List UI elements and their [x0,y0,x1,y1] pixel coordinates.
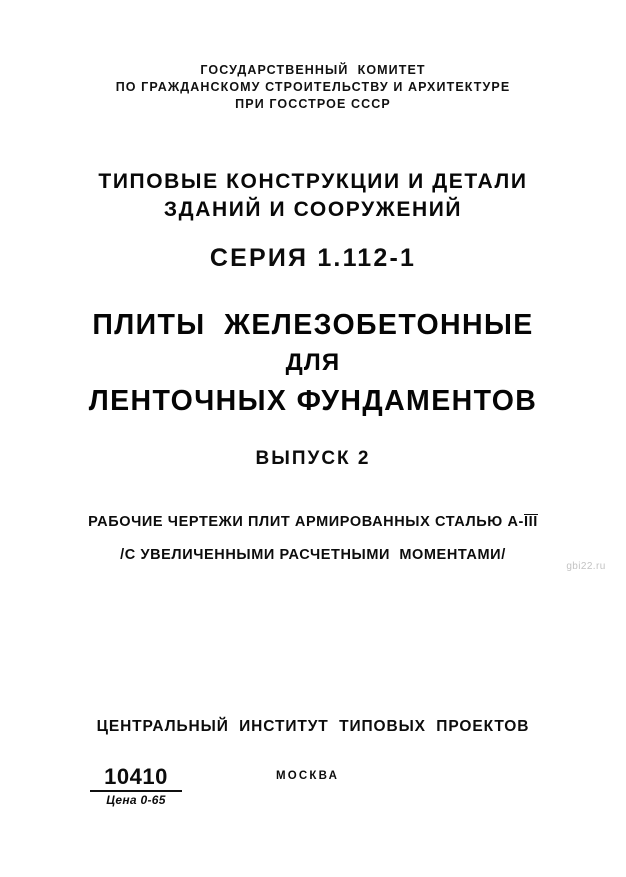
steel-grade: III [523,514,538,530]
issue-number [0,448,626,470]
main-title-line-3: ЛЕНТОЧНЫХ ФУНДАМЕНТОВ [88,385,538,417]
committee-header-line-3: ПРИ ГОССТРОЕ СССР [235,97,391,111]
price-label: Цена 0-65 [106,792,166,807]
city-label: МОСКВА [276,770,340,782]
catalog-number-rule [90,790,182,792]
subtitle-line-2: /С УВЕЛИЧЕННЫМИ РАСЧЕТНЫМИ МОМЕНТАМИ/ [120,547,506,563]
issue-number-text: ВЫПУСК 2 [255,448,371,469]
catalog-number-value: 10410 [104,764,168,789]
page-title [0,306,626,420]
institute-name [0,718,626,736]
committee-header [0,62,626,113]
catalog-number [90,765,182,807]
committee-header-line-2: ПО ГРАЖДАНСКОМУ СТРОИТЕЛЬСТВУ И АРХИТЕКТУРЕ [115,80,511,94]
committee-header-line-1: ГОСУДАРСТВЕННЫЙ КОМИТЕТ [200,63,426,77]
watermark: gbi22.ru [566,561,606,572]
main-title-line-1: ПЛИТЫ ЖЕЛЕЗОБЕТОННЫЕ [92,309,534,341]
series-number [0,243,626,274]
subtitle [0,506,626,572]
series-number-text: СЕРИЯ 1.112-1 [209,244,417,272]
subtitle-prefix: РАБОЧИЕ ЧЕРТЕЖИ ПЛИТ АРМИРОВАННЫХ СТАЛЬЮ А- [88,514,524,530]
series-heading [0,168,626,224]
main-title-line-2: ДЛЯ [285,349,341,376]
institute-name-text: ЦЕНТРАЛЬНЫЙ ИНСТИТУТ ТИПОВЫХ ПРОЕКТОВ [96,718,530,735]
subtitle-line-1 [0,506,626,539]
series-heading-line-1: ТИПОВЫЕ КОНСТРУКЦИИ И ДЕТАЛИ [98,170,528,193]
series-heading-line-2: ЗДАНИЙ И СООРУЖЕНИЙ [163,198,463,221]
